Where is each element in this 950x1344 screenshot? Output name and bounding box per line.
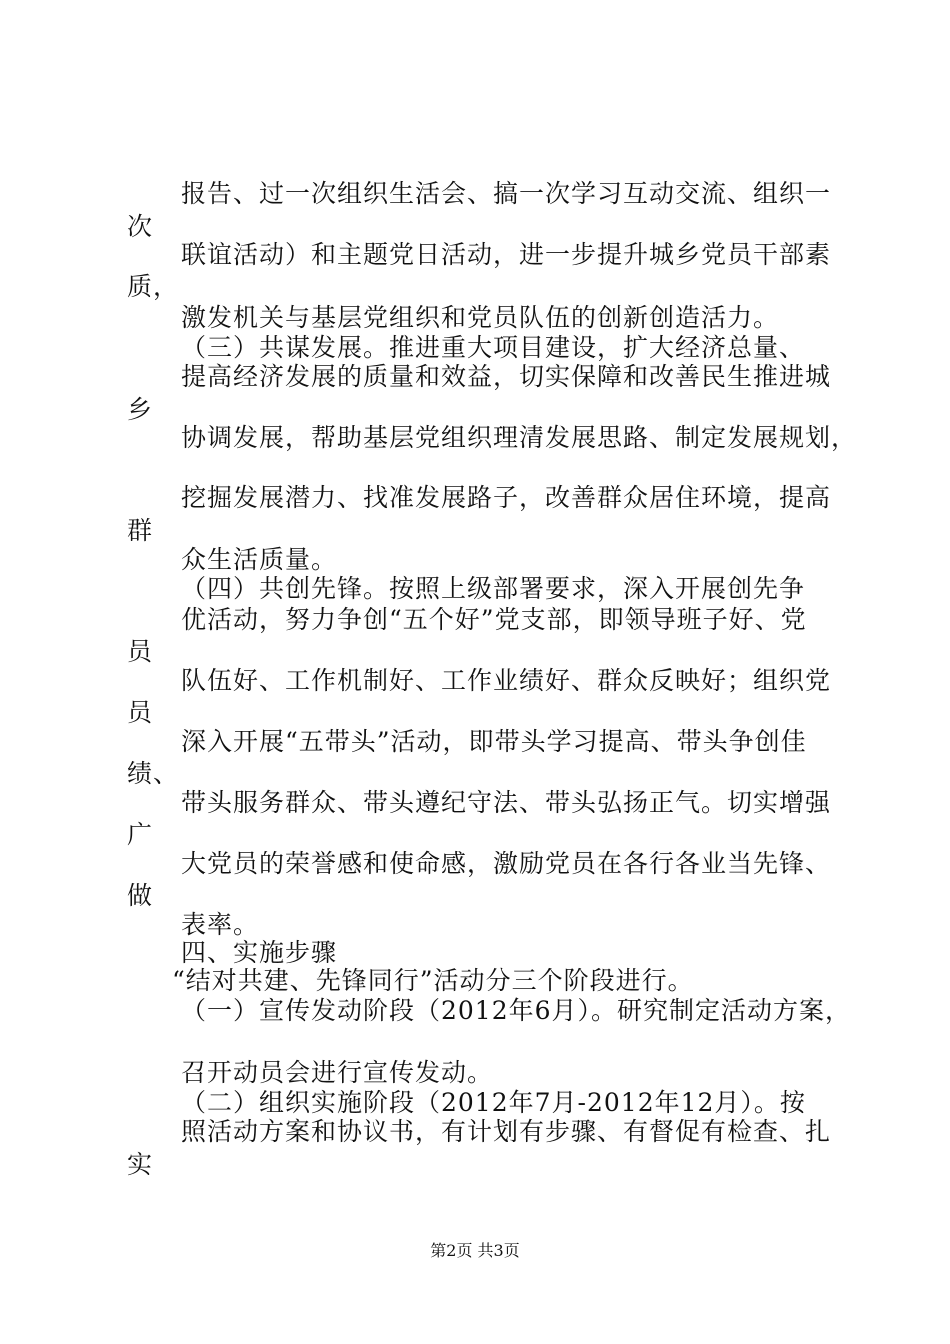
section-heading: 四、实施步骤 bbox=[181, 938, 338, 967]
page-number: 第2页 共3页 bbox=[430, 1241, 520, 1260]
body-line: 深入开展“五带头”活动，即带头学习提高、带头争创佳 bbox=[181, 727, 807, 756]
body-line: 员 bbox=[127, 637, 154, 666]
body-line: （二）组织实施阶段（2012年7月-2012年12月）。按 bbox=[181, 1088, 806, 1117]
body-line: 联谊活动）和主题党日活动，进一步提升城乡党员干部素 bbox=[181, 240, 832, 269]
body-line: 乡 bbox=[127, 395, 154, 424]
body-line: 次 bbox=[127, 212, 154, 241]
body-line: （三）共谋发展。推进重大项目建设，扩大经济总量、 bbox=[181, 333, 806, 362]
body-line: 队伍好、工作机制好、工作业绩好、群众反映好；组织党 bbox=[181, 666, 832, 695]
body-line: （一）宣传发动阶段（2012年6月）。研究制定活动方案， bbox=[181, 996, 852, 1025]
body-line: 众生活质量。 bbox=[181, 545, 338, 574]
body-line: “结对共建、先锋同行”活动分三个阶段进行。 bbox=[172, 966, 694, 995]
body-line: 做 bbox=[127, 881, 154, 910]
body-line: 表率。 bbox=[181, 910, 260, 939]
body-line: 绩、 bbox=[127, 759, 180, 788]
body-line: 挖掘发展潜力、找准发展路子，改善群众居住环境，提高 bbox=[181, 483, 832, 512]
body-line: 实 bbox=[127, 1150, 154, 1179]
body-line: 员 bbox=[127, 698, 154, 727]
body-line: 提高经济发展的质量和效益，切实保障和改善民生推进城 bbox=[181, 362, 832, 391]
body-line: 报告、过一次组织生活会、搞一次学习互动交流、组织一 bbox=[181, 179, 832, 208]
body-line: 照活动方案和协议书，有计划有步骤、有督促有检查、扎 bbox=[181, 1117, 832, 1146]
body-line: 质， bbox=[127, 272, 180, 301]
body-line: 广 bbox=[127, 820, 154, 849]
body-line: 群 bbox=[127, 516, 154, 545]
body-line: 协调发展，帮助基层党组织理清发展思路、制定发展规划， bbox=[181, 423, 858, 452]
body-line: 带头服务群众、带头遵纪守法、带头弘扬正气。切实增强 bbox=[181, 788, 832, 817]
body-line: 激发机关与基层党组织和党员队伍的创新创造活力。 bbox=[181, 303, 780, 332]
body-line: （四）共创先锋。按照上级部署要求，深入开展创先争 bbox=[181, 574, 806, 603]
body-line: 召开动员会进行宣传发动。 bbox=[181, 1058, 494, 1087]
body-line: 大党员的荣誉感和使命感，激励党员在各行各业当先锋、 bbox=[181, 849, 832, 878]
body-line: 优活动，努力争创“五个好”党支部，即领导班子好、党 bbox=[181, 605, 807, 634]
